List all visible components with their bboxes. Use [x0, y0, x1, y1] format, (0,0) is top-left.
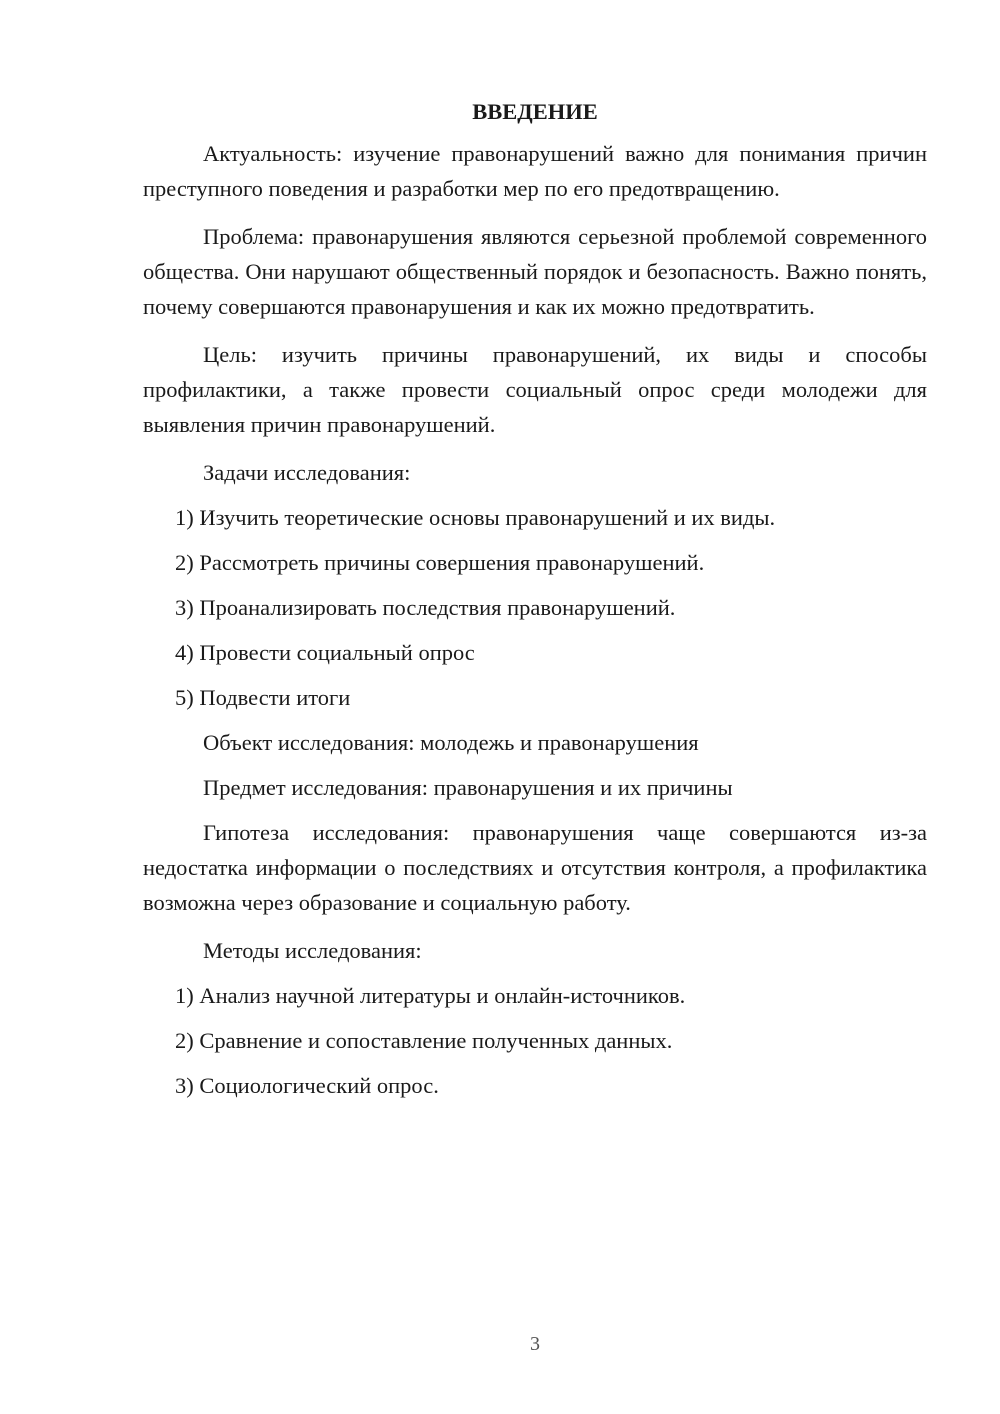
goal-paragraph: Цель: изучить причины правонарушений, их виды и способы профилактики, а также провести социальный опрос среди молодежи для выявления причин правонарушений.: [143, 342, 927, 437]
problem-paragraph: Проблема: правонарушения являются серьезной проблемой современного общества. Они нарушают общественный порядок и безопасность. Важно понять, почему совершаются правонарушения и как их можно предотвратить.: [143, 224, 927, 319]
page-title: ВВЕДЕНИЕ: [472, 99, 598, 124]
task-item-3: 3) Проанализировать последствия правонарушений.: [175, 595, 676, 620]
document-body: [143, 97, 927, 1113]
research-object: Объект исследования: молодежь и правонарушения: [203, 730, 699, 755]
task-item-5: 5) Подвести итоги: [175, 685, 351, 710]
method-item-3: 3) Социологический опрос.: [175, 1073, 439, 1098]
page-number: 3: [530, 1333, 540, 1355]
task-item-2: 2) Рассмотреть причины совершения правонарушений.: [175, 550, 705, 575]
task-item-4: 4) Провести социальный опрос: [175, 640, 475, 665]
method-item-2: 2) Сравнение и сопоставление полученных данных.: [175, 1028, 673, 1053]
task-item-1: 1) Изучить теоретические основы правонарушений и их виды.: [175, 505, 776, 530]
hypothesis-paragraph: Гипотеза исследования: правонарушения чаще совершаются из-за недостатка информации о последствиях и отсутствия контроля, а профилактика возможна через образование и социальную работу.: [143, 820, 927, 915]
research-subject: Предмет исследования: правонарушения и их причины: [203, 775, 733, 800]
methods-heading: Методы исследования:: [203, 938, 422, 963]
relevance-paragraph: Актуальность: изучение правонарушений важно для понимания причин преступного поведения и разработки мер по его предотвращению.: [143, 141, 927, 201]
method-item-1: 1) Анализ научной литературы и онлайн-источников.: [175, 983, 686, 1008]
tasks-heading: Задачи исследования:: [203, 460, 411, 485]
